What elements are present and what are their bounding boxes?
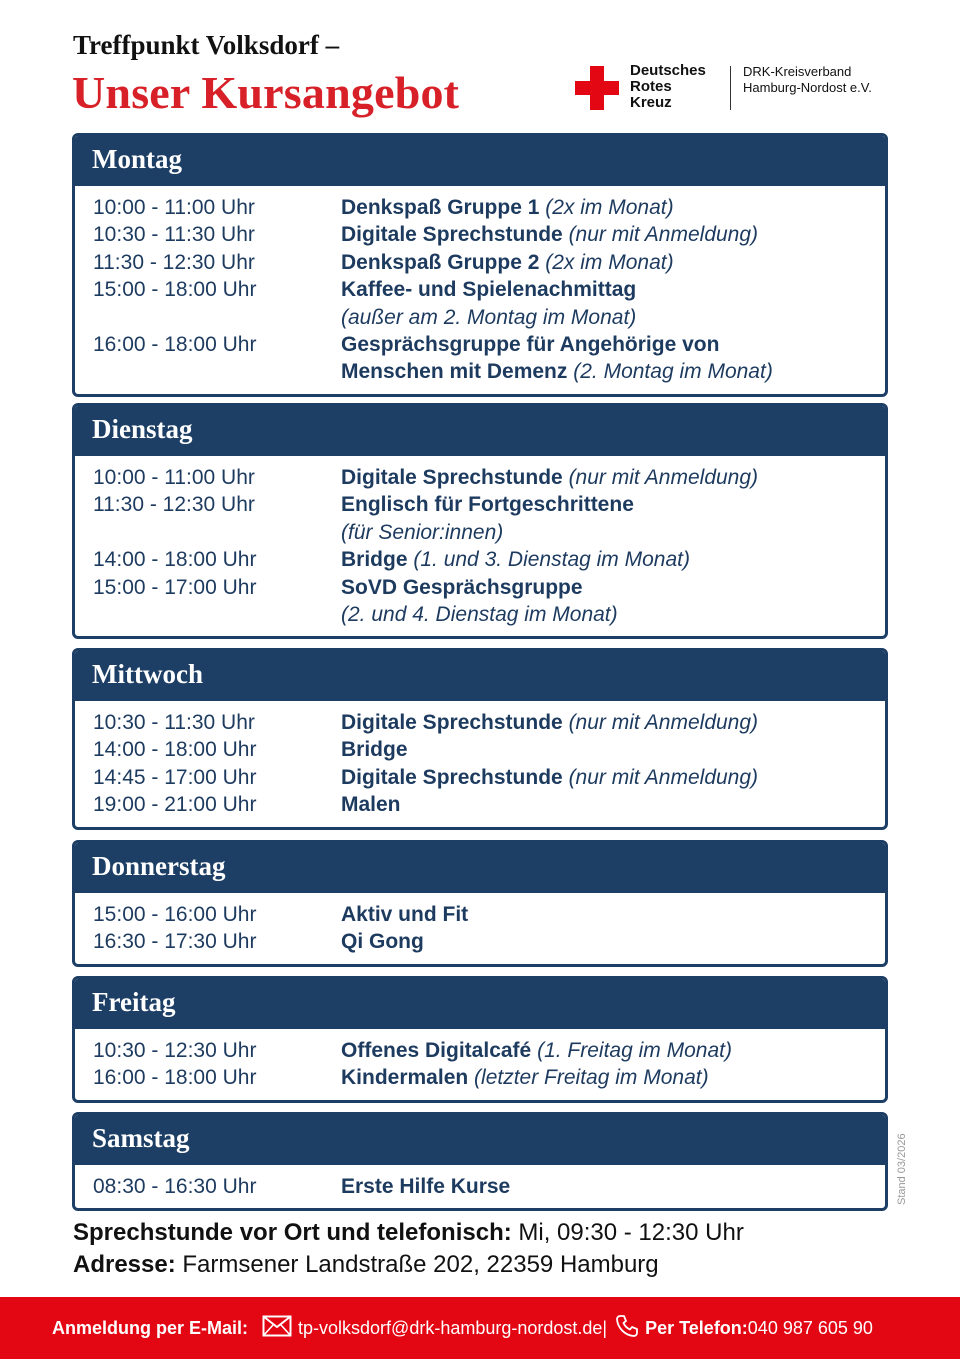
footer-separator: | [602, 1317, 608, 1338]
course-note: (2x im Monat) [545, 196, 674, 219]
day-block-freitag [72, 976, 888, 1103]
course-activity [341, 331, 885, 358]
schedule-row [75, 928, 885, 955]
day-heading: Samstag [75, 1115, 885, 1165]
day-schedule [75, 456, 885, 636]
address [73, 1251, 659, 1279]
office-hours-value: Mi, 09:30 - 12:30 Uhr [511, 1219, 744, 1246]
day-schedule [75, 1165, 885, 1208]
address-value: Farmsener Landstraße 202, 22359 Hamburg [175, 1251, 659, 1278]
course-title: Englisch für Fortgeschrittene [341, 493, 634, 517]
day-schedule [75, 893, 885, 964]
course-activity [341, 491, 885, 518]
course-time [75, 601, 341, 628]
course-time: 10:00 - 11:00 Uhr [93, 466, 255, 489]
course-activity [341, 519, 885, 546]
course-title: Aktiv und Fit [341, 903, 469, 926]
logo-brand-line: Kreuz [630, 94, 672, 111]
course-activity [341, 464, 885, 491]
course-title: Bridge [341, 548, 408, 572]
day-block-donnerstag [72, 840, 888, 967]
header-subtitle: Treffpunkt Volksdorf – [73, 30, 340, 60]
course-activity [341, 1173, 885, 1200]
schedule-row [75, 574, 885, 601]
schedule-row [75, 491, 885, 518]
course-time: 10:30 - 11:30 Uhr [93, 223, 255, 247]
day-schedule [75, 1029, 885, 1100]
course-note: (nur mit Anmeldung) [568, 466, 759, 489]
day-schedule [75, 701, 885, 827]
day-heading: Mittwoch [75, 651, 885, 701]
course-time: 14:00 - 18:00 Uhr [93, 738, 257, 762]
schedule-row [75, 709, 885, 736]
course-time: 11:30 - 12:30 Uhr [93, 493, 255, 517]
course-time: 10:30 - 11:30 Uhr [93, 711, 255, 734]
course-note: (2. und 4. Dienstag im Monat) [341, 603, 618, 627]
schedule-row [75, 519, 885, 546]
course-time: 08:30 - 16:30 Uhr [93, 1175, 257, 1198]
page-title: Unser Kursangebot [72, 67, 460, 118]
course-note: (für Senior:innen) [341, 520, 504, 544]
course-activity [341, 194, 885, 221]
mail-icon [262, 1315, 292, 1342]
logo-org-text [743, 64, 872, 96]
schedule-row [75, 304, 885, 331]
course-title: Gesprächsgruppe für Angehörige von [341, 333, 720, 357]
schedule-row [75, 736, 885, 763]
day-heading: Donnerstag [75, 843, 885, 893]
course-note: (1. Freitag im Monat) [537, 1039, 732, 1062]
course-title: Denkspaß Gruppe 2 [341, 250, 540, 274]
footer-bar [0, 1297, 960, 1359]
course-activity [341, 791, 885, 818]
schedule-row [75, 194, 885, 221]
address-label: Adresse: [73, 1251, 176, 1278]
schedule-row [75, 358, 885, 385]
course-note: (nur mit Anmeldung) [568, 223, 759, 247]
course-activity [341, 764, 885, 791]
schedule-row [75, 546, 885, 573]
day-heading: Freitag [75, 979, 885, 1029]
day-block-montag [72, 133, 888, 397]
course-activity [341, 1064, 885, 1091]
logo-org-line: DRK-Kreisverband [743, 64, 852, 79]
course-note: (nur mit Anmeldung) [568, 711, 759, 734]
course-title: Denkspaß Gruppe 1 [341, 196, 540, 219]
course-time [75, 358, 341, 385]
logo-org-line: Hamburg-Nordost e.V. [743, 80, 872, 95]
schedule-row [75, 1173, 885, 1200]
logo-brand-line: Deutsches [630, 62, 706, 79]
course-activity [341, 304, 885, 331]
course-time [75, 304, 341, 331]
day-block-dienstag [72, 403, 888, 639]
course-activity [341, 709, 885, 736]
day-block-samstag [72, 1112, 888, 1211]
schedule-row [75, 331, 885, 358]
course-activity [341, 901, 885, 928]
course-time [75, 519, 341, 546]
course-title: Bridge [341, 738, 408, 762]
course-activity [341, 358, 885, 385]
course-activity [341, 221, 885, 248]
schedule-row [75, 464, 885, 491]
course-title: Digitale Sprechstunde [341, 223, 563, 247]
course-activity [341, 601, 885, 628]
course-title: Digitale Sprechstunde [341, 765, 563, 789]
course-time: 16:00 - 18:00 Uhr [93, 333, 257, 357]
email-link[interactable]: tp-volksdorf@drk-hamburg-nordost.de [298, 1317, 603, 1338]
office-hours [73, 1219, 744, 1247]
course-activity [341, 736, 885, 763]
course-note: (nur mit Anmeldung) [568, 765, 759, 789]
course-note: (1. und 3. Dienstag im Monat) [413, 548, 690, 572]
course-activity [341, 928, 885, 955]
course-title: SoVD Gesprächsgruppe [341, 575, 583, 599]
course-title: Qi Gong [341, 930, 424, 954]
schedule-row [75, 764, 885, 791]
course-time: 16:00 - 18:00 Uhr [93, 1066, 257, 1090]
course-note: (außer am 2. Montag im Monat) [341, 305, 637, 329]
schedule-row [75, 901, 885, 928]
schedule-row [75, 249, 885, 276]
day-heading: Montag [75, 136, 885, 186]
schedule-row [75, 791, 885, 818]
phone-number[interactable]: 040 987 605 90 [747, 1317, 873, 1338]
day-block-mittwoch [72, 648, 888, 830]
course-activity [341, 574, 885, 601]
phone-label: Per Telefon: [645, 1317, 748, 1338]
red-cross-icon [575, 66, 619, 110]
course-title: Menschen mit Demenz [341, 360, 568, 384]
schedule-row [75, 221, 885, 248]
course-time: 15:00 - 18:00 Uhr [93, 278, 257, 302]
course-title: Digitale Sprechstunde [341, 466, 563, 489]
course-time: 15:00 - 17:00 Uhr [93, 575, 257, 599]
course-time: 11:30 - 12:30 Uhr [93, 250, 255, 274]
course-time: 15:00 - 16:00 Uhr [93, 903, 257, 926]
email-label: Anmeldung per E-Mail: [52, 1317, 249, 1338]
day-schedule [75, 186, 885, 394]
course-title: Digitale Sprechstunde [341, 711, 563, 734]
course-time: 16:30 - 17:30 Uhr [93, 930, 257, 954]
logo-brand-line: Rotes [630, 78, 672, 95]
day-heading: Dienstag [75, 406, 885, 456]
course-activity [341, 1037, 885, 1064]
schedule-row [75, 276, 885, 303]
course-title: Offenes Digitalcafé [341, 1039, 532, 1062]
schedule-row [75, 601, 885, 628]
course-activity [341, 249, 885, 276]
course-note: (letzter Freitag im Monat) [474, 1066, 709, 1090]
course-activity [341, 276, 885, 303]
logo-divider [730, 66, 731, 110]
course-time: 10:30 - 12:30 Uhr [93, 1039, 257, 1062]
course-title: Kindermalen [341, 1066, 469, 1090]
course-time: 14:00 - 18:00 Uhr [93, 548, 257, 572]
course-time: 14:45 - 17:00 Uhr [93, 765, 257, 789]
stand-date: Stand 03/2026 [896, 1133, 908, 1205]
course-title: Malen [341, 793, 401, 817]
course-activity [341, 546, 885, 573]
course-time: 10:00 - 11:00 Uhr [93, 196, 255, 219]
course-title: Erste Hilfe Kurse [341, 1175, 511, 1198]
drk-logo [575, 62, 895, 112]
schedule-row [75, 1064, 885, 1091]
phone-icon [615, 1314, 639, 1343]
course-title: Kaffee- und Spielenachmittag [341, 278, 637, 302]
schedule-row [75, 1037, 885, 1064]
course-note: (2x im Monat) [545, 250, 674, 274]
logo-brand-text [630, 63, 706, 111]
course-time: 19:00 - 21:00 Uhr [93, 793, 257, 817]
office-hours-label: Sprechstunde vor Ort und telefonisch: [73, 1219, 512, 1246]
course-note: (2. Montag im Monat) [573, 360, 773, 384]
